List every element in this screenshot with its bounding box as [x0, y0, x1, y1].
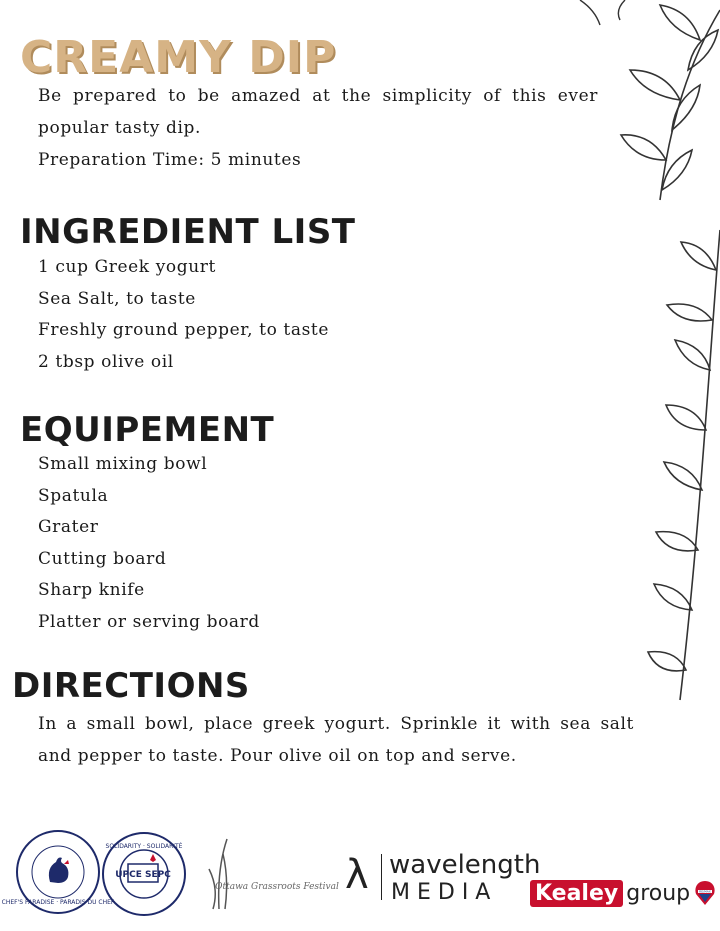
equipment-list: [38, 449, 260, 638]
leaf-branch-right-icon: [640, 230, 720, 710]
ingredient-item: Sea Salt, to taste: [38, 288, 196, 309]
equipment-item: Spatula: [38, 485, 109, 506]
lambda-icon: λ: [345, 852, 369, 898]
equipment-item: Platter or serving board: [38, 611, 260, 632]
grass-icon: [205, 834, 339, 914]
ingredients-heading: INGREDIENT LIST: [20, 212, 356, 252]
ingredient-item: 2 tbsp olive oil: [38, 351, 174, 372]
logo-divider: [381, 854, 382, 900]
chefs-paradise-logo: [1, 830, 115, 914]
ottawa-grassroots-logo: [205, 834, 339, 914]
equipment-heading: EQUIPEMENT: [20, 410, 275, 450]
kealey-group-logo: [530, 876, 711, 910]
upce-emblem-icon: [106, 836, 182, 912]
chefs-paradise-text: CHEF'S PARADISE · PARADIS DU CHEF: [1, 899, 115, 906]
ingredient-item: Freshly ground pepper, to taste: [38, 320, 330, 340]
recipe-description: [38, 80, 598, 176]
remax-text: RE/MAX: [699, 889, 711, 894]
group-text: group: [626, 880, 691, 906]
description-text: Be prepared to be amazed at the simplicity of this ever popular tasty dip.: [38, 86, 598, 138]
directions-heading: DIRECTIONS: [12, 666, 250, 706]
wavelength-text: wavelength: [389, 850, 541, 880]
upce-logo: [102, 832, 186, 916]
equipment-item: Grater: [38, 517, 99, 537]
remax-balloon-icon: [693, 880, 717, 906]
ingredients-list: [38, 252, 329, 378]
ottawa-grassroots-text: Ottawa Grassroots Festival: [215, 882, 339, 892]
sponsor-logos: [0, 820, 720, 920]
equipment-item: Sharp knife: [38, 580, 145, 600]
rooster-icon: [1, 834, 115, 910]
kealey-text: Kealey: [530, 880, 623, 907]
equipment-item: Small mixing bowl: [38, 454, 208, 474]
upce-ring-text: SOLIDARITY · SOLIDARITÉ: [105, 843, 183, 850]
directions-text: In a small bowl, place greek yogurt. Sprinkle it with sea salt and pepper to taste. Pour olive oil on top and serve.: [38, 714, 634, 766]
wavelength-media-logo: [345, 848, 541, 908]
upce-text: UPCE SEPC: [115, 870, 171, 880]
ingredient-item: 1 cup Greek yogurt: [38, 257, 216, 277]
equipment-item: Cutting board: [38, 548, 167, 569]
recipe-title: CREAMY DIP: [20, 32, 337, 83]
prep-time: Preparation Time: 5 minutes: [38, 150, 302, 170]
media-text: MEDIA: [391, 880, 498, 905]
